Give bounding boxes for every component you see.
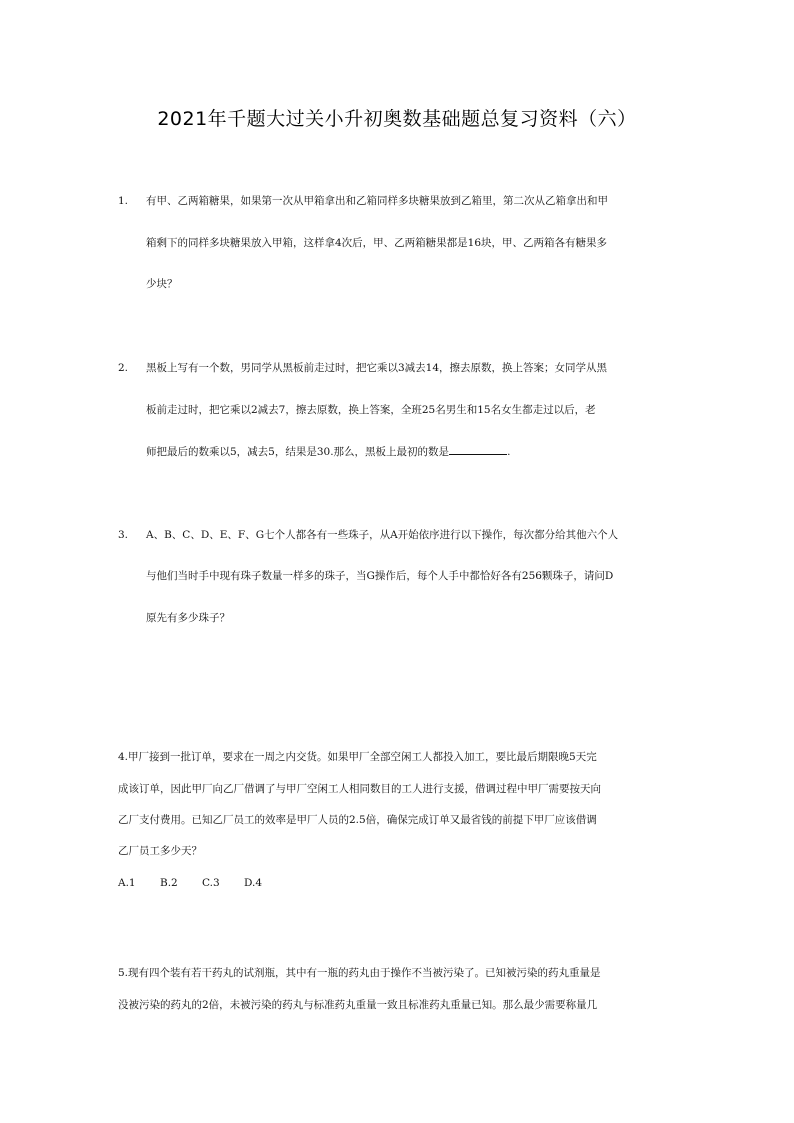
answer-blank[interactable] [449, 444, 507, 455]
problem-4-line-1: 4.甲厂接到一批订单，要求在一周之内交货。如果甲厂全部空闲工人都投入加工，要比最后期限晚5天完 [118, 751, 597, 763]
problem-3-line-1: A、B、C、D、E、F、G七个人都各有一些珠子，从A开始依序进行以下操作，每次都分给其他六个人 [146, 529, 619, 541]
problem-5-line-2: 没被污染的药丸的2倍，未被污染的药丸与标准药丸重量一致且标准药丸重量已知。那么最少需要称量几 [118, 999, 598, 1011]
problem-2-line-3-end: . [507, 446, 511, 458]
problem-3-number: 3. [118, 529, 129, 541]
problem-4-line-2: 成该订单，因此甲厂向乙厂借调了与甲厂空闲工人相同数目的工人进行支援，借调过程中甲厂需要按天向 [118, 783, 601, 795]
problem-4-line-3: 乙厂支付费用。已知乙厂员工的效率是甲厂人员的2.5倍，确保完成订单又最省钱的前提下甲厂应该借调 [118, 814, 597, 826]
problem-1-number: 1. [118, 195, 129, 207]
problem-5-line-1: 5.现有四个装有若干药丸的试剂瓶，其中有一瓶的药丸由于操作不当被污染了。已知被污染的药丸重量是 [118, 967, 601, 979]
problem-2-line-1: 黑板上写有一个数，男同学从黑板前走过时，把它乘以3减去14，擦去原数，换上答案；女同学从黑 [146, 362, 608, 374]
page-title: 2021年千题大过关小升初奥数基础题总复习资料（六） [157, 108, 637, 130]
problem-1-line-1: 有甲、乙两箱糖果，如果第一次从甲箱拿出和乙箱同样多块糖果放到乙箱里，第二次从乙箱拿出和甲 [146, 195, 608, 207]
problem-3-line-2: 与他们当时手中现有珠子数量一样多的珠子，当G操作后，每个人手中都恰好各有256颗珠子，请问D [146, 570, 614, 582]
problem-2-line-2: 板前走过时，把它乘以2减去7，擦去原数，换上答案，全班25名男生和15名女生都走过以后，老 [146, 404, 596, 416]
problem-1-line-2: 箱剩下的同样多块糖果放入甲箱，这样拿4次后，甲、乙两箱糖果都是16块，甲、乙两箱各有糖果多 [146, 237, 608, 249]
problem-1-line-3: 少块？ [146, 278, 178, 290]
option-b: B.2 [160, 877, 178, 889]
option-a: A.1 [118, 877, 136, 889]
problem-2-line-3-wrap [146, 444, 510, 459]
problem-4-line-4: 乙厂员工多少天？ [118, 845, 202, 857]
option-c: C.3 [202, 877, 220, 889]
problem-2-number: 2. [118, 362, 129, 374]
problem-2-line-3: 师把最后的数乘以5，减去5，结果是30.那么，黑板上最初的数是 [146, 446, 450, 458]
problem-3-line-3: 原先有多少珠子？ [146, 612, 230, 624]
option-d: D.4 [244, 877, 263, 889]
